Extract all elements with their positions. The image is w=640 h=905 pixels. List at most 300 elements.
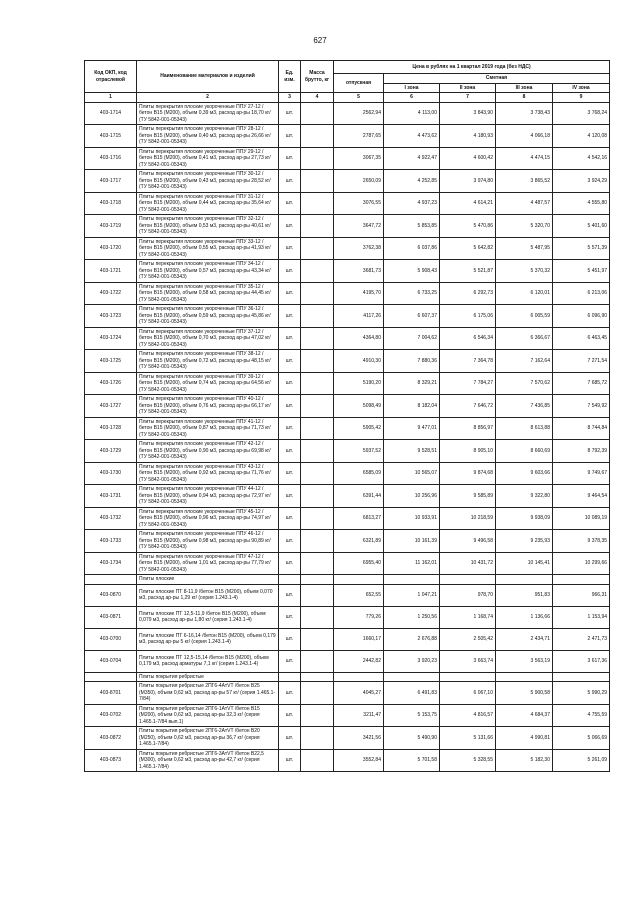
col-num: 9 bbox=[553, 93, 610, 103]
row-zone-1: 6 733,25 bbox=[384, 282, 440, 305]
group-empty-cell bbox=[553, 672, 610, 682]
table-row bbox=[85, 305, 610, 328]
row-mass bbox=[301, 440, 334, 463]
row-zone-1: 6 037,86 bbox=[384, 237, 440, 260]
row-zone-4: 4 542,16 bbox=[553, 147, 610, 170]
group-row bbox=[85, 575, 610, 585]
table-row bbox=[85, 628, 610, 650]
row-zone-1: 5 153,75 bbox=[384, 704, 440, 727]
group-code-cell bbox=[85, 575, 137, 585]
row-zone-2: 7 784,27 bbox=[440, 372, 496, 395]
row-zone-2: 3 843,90 bbox=[440, 102, 496, 125]
row-code: 403-0873 bbox=[85, 749, 137, 772]
col-num: 6 bbox=[384, 93, 440, 103]
row-release: 2442,82 bbox=[334, 650, 384, 672]
row-unit: шт. bbox=[279, 682, 301, 705]
group-empty-cell bbox=[279, 672, 301, 682]
row-unit: шт. bbox=[279, 704, 301, 727]
row-mass bbox=[301, 125, 334, 148]
table-row bbox=[85, 552, 610, 575]
row-zone-2: 3 663,74 bbox=[440, 650, 496, 672]
row-mass bbox=[301, 485, 334, 508]
group-empty-cell bbox=[384, 672, 440, 682]
col-num: 3 bbox=[279, 93, 301, 103]
row-mass bbox=[301, 727, 334, 750]
row-zone-2: 5 470,86 bbox=[440, 215, 496, 238]
row-zone-2: 978,70 bbox=[440, 584, 496, 606]
row-zone-3: 4 487,57 bbox=[496, 192, 553, 215]
row-unit: шт. bbox=[279, 462, 301, 485]
row-zone-2: 9 585,89 bbox=[440, 485, 496, 508]
row-zone-3: 5 900,58 bbox=[496, 682, 553, 705]
row-zone-1: 8 329,21 bbox=[384, 372, 440, 395]
row-name: Плиты покрытия ребристые 2ПГ6-1АтVТ /бетон В15 (М200), объем 0,62 м3, расход ар-ры 32,3 кг/ (серия 1.465.1-7/84 вып.1) bbox=[137, 704, 279, 727]
row-zone-3: 5 320,70 bbox=[496, 215, 553, 238]
row-zone-3: 6 366,67 bbox=[496, 327, 553, 350]
group-empty-cell bbox=[553, 575, 610, 585]
table-row bbox=[85, 462, 610, 485]
row-unit: шт. bbox=[279, 507, 301, 530]
row-mass bbox=[301, 102, 334, 125]
row-zone-1: 4 937,23 bbox=[384, 192, 440, 215]
row-zone-1: 3 920,23 bbox=[384, 650, 440, 672]
row-release: 4045,27 bbox=[334, 682, 384, 705]
table-row bbox=[85, 440, 610, 463]
row-zone-4: 5 401,60 bbox=[553, 215, 610, 238]
row-zone-3: 5 370,32 bbox=[496, 260, 553, 283]
row-code: 403-1717 bbox=[85, 170, 137, 193]
row-name: Плиты перекрытия плоские укороченные ППУ 36-12 /бетон В15 (М200), объем 0,59 м3, расход ар-ры 45,86 кг/ (ТУ 5842-001-05343) bbox=[137, 305, 279, 328]
row-name: Плиты покрытия ребристые 2ПГ6-3АтVТ /бетон В22,5 (М300), объем 0,62 м3, расход ар-ры 42,7 кг/ (серия 1.465.1-7/84) bbox=[137, 749, 279, 772]
row-zone-2: 5 131,66 bbox=[440, 727, 496, 750]
table-row bbox=[85, 650, 610, 672]
row-unit: шт. bbox=[279, 170, 301, 193]
col-num: 1 bbox=[85, 93, 137, 103]
row-name: Плиты перекрытия плоские укороченные ППУ 47-12 /бетон В15 (М200), объем 1,01 м3, расход ар-ры 77,79 кг/ (ТУ 5842-001-05343) bbox=[137, 552, 279, 575]
row-zone-3: 4 066,18 bbox=[496, 125, 553, 148]
row-unit: шт. bbox=[279, 147, 301, 170]
table-row bbox=[85, 260, 610, 283]
row-mass bbox=[301, 192, 334, 215]
row-mass bbox=[301, 749, 334, 772]
row-mass bbox=[301, 704, 334, 727]
row-mass bbox=[301, 372, 334, 395]
table-row bbox=[85, 584, 610, 606]
row-name: Плиты перекрытия плоские укороченные ППУ 29-12 /бетон В15 (М200), объем 0,41 м3, расход ар-ры 27,73 кг/ (ТУ 5842-001-05343) bbox=[137, 147, 279, 170]
row-unit: шт. bbox=[279, 305, 301, 328]
row-zone-3: 4 684,37 bbox=[496, 704, 553, 727]
row-release: 5098,49 bbox=[334, 395, 384, 418]
row-name: Плиты перекрытия плоские укороченные ППУ 42-12 /бетон В15 (М200), объем 0,90 м3, расход ар-ры 69,98 кг/ (ТУ 5842-001-05343) bbox=[137, 440, 279, 463]
row-zone-2: 6 067,10 bbox=[440, 682, 496, 705]
row-release: 1660,17 bbox=[334, 628, 384, 650]
row-code: 403-1734 bbox=[85, 552, 137, 575]
row-name: Плиты перекрытия плоские укороченные ППУ 45-12 /бетон В15 (М200), объем 0,96 м3, расход ар-ры 74,97 кг/ (ТУ 5842-001-05343) bbox=[137, 507, 279, 530]
row-zone-4: 9 378,35 bbox=[553, 530, 610, 553]
table-row bbox=[85, 749, 610, 772]
row-unit: шт. bbox=[279, 485, 301, 508]
col-num: 5 bbox=[334, 93, 384, 103]
row-release: 2650,09 bbox=[334, 170, 384, 193]
header-name: Наименование материалов и изделий bbox=[137, 61, 279, 93]
header-zone-2: II зона bbox=[440, 83, 496, 93]
row-zone-4: 3 617,36 bbox=[553, 650, 610, 672]
row-zone-3: 7 436,85 bbox=[496, 395, 553, 418]
row-zone-3: 1 136,66 bbox=[496, 606, 553, 628]
row-code: 403-1722 bbox=[85, 282, 137, 305]
row-name: Плиты перекрытия плоские укороченные ППУ 40-12 /бетон В15 (М200), объем 0,76 м3, расход ар-ры 66,17 кг/ (ТУ 5842-001-05343) bbox=[137, 395, 279, 418]
row-code: 403-1714 bbox=[85, 102, 137, 125]
row-zone-3: 7 162,64 bbox=[496, 350, 553, 373]
header-release: отпускная bbox=[334, 74, 384, 93]
row-unit: шт. bbox=[279, 215, 301, 238]
table-row bbox=[85, 417, 610, 440]
row-name: Плиты перекрытия плоские укороченные ППУ 33-12 /бетон В15 (М200), объем 0,55 м3, расход ар-ры 41,93 кг/ (ТУ 5842-001-05343) bbox=[137, 237, 279, 260]
row-zone-4: 4 755,59 bbox=[553, 704, 610, 727]
row-zone-1: 2 676,88 bbox=[384, 628, 440, 650]
row-release: 6955,40 bbox=[334, 552, 384, 575]
row-mass bbox=[301, 350, 334, 373]
row-zone-4: 4 120,08 bbox=[553, 125, 610, 148]
row-mass bbox=[301, 552, 334, 575]
row-mass bbox=[301, 682, 334, 705]
row-unit: шт. bbox=[279, 395, 301, 418]
row-mass bbox=[301, 305, 334, 328]
row-zone-1: 7 004,62 bbox=[384, 327, 440, 350]
row-zone-1: 10 161,39 bbox=[384, 530, 440, 553]
row-zone-1: 6 491,83 bbox=[384, 682, 440, 705]
row-zone-3: 8 660,69 bbox=[496, 440, 553, 463]
row-code: 403-1729 bbox=[85, 440, 137, 463]
row-code: 403-1730 bbox=[85, 462, 137, 485]
row-release: 6813,27 bbox=[334, 507, 384, 530]
row-zone-1: 8 182,04 bbox=[384, 395, 440, 418]
row-zone-4: 5 451,97 bbox=[553, 260, 610, 283]
row-name: Плиты перекрытия плоские укороченные ППУ 39-12 /бетон В15 (М200), объем 0,74 м3, расход ар-ры 64,56 кг/ (ТУ 5842-001-05343) bbox=[137, 372, 279, 395]
row-zone-4: 6 096,90 bbox=[553, 305, 610, 328]
row-mass bbox=[301, 215, 334, 238]
row-zone-2: 2 505,42 bbox=[440, 628, 496, 650]
row-zone-4: 5 261,09 bbox=[553, 749, 610, 772]
group-empty-cell bbox=[496, 575, 553, 585]
row-mass bbox=[301, 628, 334, 650]
table-row bbox=[85, 237, 610, 260]
header-price: Цена в рублях на 1 квартал 2019 года (без НДС) bbox=[334, 61, 610, 74]
row-zone-1: 10 256,96 bbox=[384, 485, 440, 508]
row-name: Плиты плоские ПТ 12,5-15,14 /бетон В15 (М200), объем 0,179 м3, расход арматуры 7,1 кг/ (серия 1.243.1-4) bbox=[137, 650, 279, 672]
row-zone-1: 4 922,47 bbox=[384, 147, 440, 170]
table-row bbox=[85, 102, 610, 125]
row-zone-1: 10 565,07 bbox=[384, 462, 440, 485]
group-empty-cell bbox=[440, 672, 496, 682]
row-zone-1: 5 908,43 bbox=[384, 260, 440, 283]
row-unit: шт. bbox=[279, 125, 301, 148]
row-zone-4: 5 066,69 bbox=[553, 727, 610, 750]
row-zone-1: 1 250,56 bbox=[384, 606, 440, 628]
row-zone-2: 3 974,80 bbox=[440, 170, 496, 193]
table-row bbox=[85, 727, 610, 750]
row-zone-4: 9 464,54 bbox=[553, 485, 610, 508]
table-row bbox=[85, 215, 610, 238]
row-zone-2: 8 905,10 bbox=[440, 440, 496, 463]
row-release: 652,55 bbox=[334, 584, 384, 606]
row-unit: шт. bbox=[279, 440, 301, 463]
row-code: 403-0872 bbox=[85, 727, 137, 750]
row-release: 6321,89 bbox=[334, 530, 384, 553]
row-zone-4: 966,31 bbox=[553, 584, 610, 606]
row-mass bbox=[301, 650, 334, 672]
row-code: 403-1721 bbox=[85, 260, 137, 283]
row-zone-2: 7 646,72 bbox=[440, 395, 496, 418]
row-zone-2: 1 168,74 bbox=[440, 606, 496, 628]
row-name: Плиты перекрытия плоские укороченные ППУ 44-12 /бетон В15 (М200), объем 0,94 м3, расход ар-ры 72,97 кг/ (ТУ 5842-001-05343) bbox=[137, 485, 279, 508]
row-mass bbox=[301, 327, 334, 350]
row-zone-4: 5 571,39 bbox=[553, 237, 610, 260]
row-zone-1: 9 477,01 bbox=[384, 417, 440, 440]
row-unit: шт. bbox=[279, 350, 301, 373]
row-name: Плиты перекрытия плоские укороченные ППУ 46-12 /бетон В15 (М200), объем 0,98 м3, расход ар-ры 90,89 кг/ (ТУ 5842-001-05343) bbox=[137, 530, 279, 553]
row-mass bbox=[301, 462, 334, 485]
row-zone-3: 9 938,09 bbox=[496, 507, 553, 530]
row-zone-2: 4 600,42 bbox=[440, 147, 496, 170]
row-name: Плиты перекрытия плоские укороченные ППУ 30-12 /бетон В15 (М200), объем 0,43 м3, расход ар-ры 28,52 кг/ (ТУ 5842-001-05343) bbox=[137, 170, 279, 193]
row-zone-1: 4 252,85 bbox=[384, 170, 440, 193]
row-zone-4: 8 792,39 bbox=[553, 440, 610, 463]
row-mass bbox=[301, 417, 334, 440]
row-zone-4: 8 744,84 bbox=[553, 417, 610, 440]
group-row bbox=[85, 672, 610, 682]
row-zone-3: 4 990,81 bbox=[496, 727, 553, 750]
row-mass bbox=[301, 170, 334, 193]
row-zone-2: 9 496,58 bbox=[440, 530, 496, 553]
group-code-cell bbox=[85, 672, 137, 682]
row-zone-2: 8 856,97 bbox=[440, 417, 496, 440]
group-empty-cell bbox=[301, 575, 334, 585]
column-number-row bbox=[85, 93, 610, 103]
row-zone-1: 11 162,01 bbox=[384, 552, 440, 575]
row-mass bbox=[301, 260, 334, 283]
row-name: Плиты перекрытия плоские укороченные ППУ 32-12 /бетон В15 (М200), объем 0,53 м3, расход ар-ры 40,61 кг/ (ТУ 5842-001-05343) bbox=[137, 215, 279, 238]
row-name: Плиты перекрытия плоские укороченные ППУ 27-12 /бетон В15 (М200), объем 0,39 м3, расход ар-ры 18,70 кг/ (ТУ 5842-001-05343) bbox=[137, 102, 279, 125]
row-release: 3681,73 bbox=[334, 260, 384, 283]
row-zone-4: 4 555,80 bbox=[553, 192, 610, 215]
row-name: Плиты перекрытия плоские укороченные ППУ 41-12 /бетон В15 (М200), объем 0,87 м3, расход ар-ры 71,73 кг/ (ТУ 5842-001-05343) bbox=[137, 417, 279, 440]
table-row bbox=[85, 147, 610, 170]
header-zone-3: III зона bbox=[496, 83, 553, 93]
row-release: 779,26 bbox=[334, 606, 384, 628]
group-empty-cell bbox=[496, 672, 553, 682]
row-zone-1: 6 607,37 bbox=[384, 305, 440, 328]
row-code: 403-0704 bbox=[85, 650, 137, 672]
row-mass bbox=[301, 237, 334, 260]
row-zone-4: 10 089,19 bbox=[553, 507, 610, 530]
row-zone-3: 9 322,80 bbox=[496, 485, 553, 508]
row-name: Плиты покрытия ребристые 2ПГ6-2АтVТ /бетон В20 (М250), объем 0,62 м3, расход ар-ры 36,7 кг/ (серия 1.465.1-7/84) bbox=[137, 727, 279, 750]
row-release: 3076,55 bbox=[334, 192, 384, 215]
row-zone-2: 10 431,72 bbox=[440, 552, 496, 575]
row-release: 4364,80 bbox=[334, 327, 384, 350]
row-code: 403-8701 bbox=[85, 682, 137, 705]
row-name: Плиты плоские ПТ 8-11,9 /бетон В15 (М200), объем 0,070 м3, расход ар-ры 1,29 кг/ (серия 1.243.1-4) bbox=[137, 584, 279, 606]
group-empty-cell bbox=[440, 575, 496, 585]
row-zone-4: 7 549,92 bbox=[553, 395, 610, 418]
header-zone-1: I зона bbox=[384, 83, 440, 93]
row-code: 403-0700 bbox=[85, 628, 137, 650]
page-number: 627 bbox=[313, 36, 327, 45]
row-release: 6391,44 bbox=[334, 485, 384, 508]
row-mass bbox=[301, 584, 334, 606]
row-code: 403-0870 bbox=[85, 584, 137, 606]
row-name: Плиты перекрытия плоские укороченные ППУ 34-12 /бетон В15 (М200), объем 0,57 м3, расход ар-ры 43,34 кг/ (ТУ 5842-001-05343) bbox=[137, 260, 279, 283]
row-zone-1: 10 933,91 bbox=[384, 507, 440, 530]
group-empty-cell bbox=[301, 672, 334, 682]
row-release: 3421,56 bbox=[334, 727, 384, 750]
row-zone-3: 7 570,62 bbox=[496, 372, 553, 395]
table-row bbox=[85, 350, 610, 373]
group-title: Плиты покрытия ребристые bbox=[137, 672, 279, 682]
table-row bbox=[85, 192, 610, 215]
table-row bbox=[85, 507, 610, 530]
row-unit: шт. bbox=[279, 727, 301, 750]
table-row bbox=[85, 395, 610, 418]
row-release: 5937,52 bbox=[334, 440, 384, 463]
row-release: 2562,94 bbox=[334, 102, 384, 125]
row-zone-2: 6 292,73 bbox=[440, 282, 496, 305]
header-zone-4: IV зона bbox=[553, 83, 610, 93]
row-zone-4: 5 990,29 bbox=[553, 682, 610, 705]
group-empty-cell bbox=[334, 575, 384, 585]
header-code: Код ОКП, код отраслевой bbox=[85, 61, 137, 93]
row-zone-1: 5 853,85 bbox=[384, 215, 440, 238]
row-name: Плиты перекрытия плоские укороченные ППУ 31-12 /бетон В15 (М200), объем 0,44 м3, расход ар-ры 35,64 кг/ (ТУ 5842-001-05343) bbox=[137, 192, 279, 215]
row-code: 403-0702 bbox=[85, 704, 137, 727]
row-release: 4117,26 bbox=[334, 305, 384, 328]
row-zone-3: 2 434,71 bbox=[496, 628, 553, 650]
row-code: 403-1715 bbox=[85, 125, 137, 148]
row-release: 3552,84 bbox=[334, 749, 384, 772]
price-table-body bbox=[85, 61, 610, 772]
row-unit: шт. bbox=[279, 102, 301, 125]
header-row-1 bbox=[85, 61, 610, 74]
group-empty-cell bbox=[279, 575, 301, 585]
row-unit: шт. bbox=[279, 192, 301, 215]
row-mass bbox=[301, 530, 334, 553]
row-release: 3762,38 bbox=[334, 237, 384, 260]
row-zone-2: 4 180,93 bbox=[440, 125, 496, 148]
table-row bbox=[85, 372, 610, 395]
row-zone-2: 4 614,21 bbox=[440, 192, 496, 215]
row-unit: шт. bbox=[279, 650, 301, 672]
row-zone-1: 5 701,58 bbox=[384, 749, 440, 772]
row-zone-2: 6 175,06 bbox=[440, 305, 496, 328]
row-unit: шт. bbox=[279, 606, 301, 628]
row-zone-3: 3 738,43 bbox=[496, 102, 553, 125]
row-zone-4: 7 271,54 bbox=[553, 350, 610, 373]
row-code: 403-1724 bbox=[85, 327, 137, 350]
col-num: 8 bbox=[496, 93, 553, 103]
price-table bbox=[84, 60, 610, 772]
row-zone-4: 7 685,72 bbox=[553, 372, 610, 395]
row-name: Плиты плоские ПТ 12,5-11,9 /бетон В15 (М200), объем 0,079 м3, расход ар-ры 1,80 кг/ (серия 1.243.1-4) bbox=[137, 606, 279, 628]
row-release: 3647,72 bbox=[334, 215, 384, 238]
row-zone-1: 9 528,51 bbox=[384, 440, 440, 463]
row-code: 403-1719 bbox=[85, 215, 137, 238]
row-release: 4910,30 bbox=[334, 350, 384, 373]
row-unit: шт. bbox=[279, 327, 301, 350]
row-name: Плиты перекрытия плоские укороченные ППУ 38-12 /бетон В15 (М200), объем 0,72 м3, расход ар-ры 48,15 кг/ (ТУ 5842-001-05343) bbox=[137, 350, 279, 373]
row-zone-4: 3 924,29 bbox=[553, 170, 610, 193]
group-empty-cell bbox=[384, 575, 440, 585]
row-name: Плиты перекрытия плоские укороченные ППУ 35-12 /бетон В15 (М200), объем 0,58 м3, расход ар-ры 44,45 кг/ (ТУ 5842-001-05343) bbox=[137, 282, 279, 305]
row-unit: шт. bbox=[279, 552, 301, 575]
row-zone-3: 9 235,93 bbox=[496, 530, 553, 553]
col-num: 4 bbox=[301, 93, 334, 103]
row-zone-3: 8 613,88 bbox=[496, 417, 553, 440]
row-zone-2: 5 521,87 bbox=[440, 260, 496, 283]
col-num: 7 bbox=[440, 93, 496, 103]
row-zone-3: 9 603,66 bbox=[496, 462, 553, 485]
row-unit: шт. bbox=[279, 530, 301, 553]
row-name: Плиты перекрытия плоские укороченные ППУ 37-12 /бетон В15 (М200), объем 0,70 м3, расход ар-ры 47,02 кг/ (ТУ 5842-001-05343) bbox=[137, 327, 279, 350]
row-unit: шт. bbox=[279, 417, 301, 440]
table-row bbox=[85, 282, 610, 305]
table-row bbox=[85, 485, 610, 508]
row-mass bbox=[301, 606, 334, 628]
row-mass bbox=[301, 507, 334, 530]
header-unit: Ед. изм. bbox=[279, 61, 301, 93]
row-zone-2: 5 328,55 bbox=[440, 749, 496, 772]
row-code: 403-1716 bbox=[85, 147, 137, 170]
row-unit: шт. bbox=[279, 628, 301, 650]
row-code: 403-1728 bbox=[85, 417, 137, 440]
row-code: 403-1720 bbox=[85, 237, 137, 260]
row-unit: шт. bbox=[279, 749, 301, 772]
row-code: 403-0871 bbox=[85, 606, 137, 628]
row-mass bbox=[301, 147, 334, 170]
row-code: 403-1723 bbox=[85, 305, 137, 328]
row-name: Плиты перекрытия плоские укороченные ППУ 43-12 /бетон В15 (М200), объем 0,92 м3, расход ар-ры 71,76 кг/ (ТУ 5842-001-05343) bbox=[137, 462, 279, 485]
row-name: Плиты плоские ПТ 6-16,14 /бетон В15 (М200), объем 0,179 м3, расход ар-ры 5 кг/ (серия 1.243.1-4) bbox=[137, 628, 279, 650]
row-zone-3: 4 474,15 bbox=[496, 147, 553, 170]
row-release: 6585,09 bbox=[334, 462, 384, 485]
row-zone-4: 6 213,06 bbox=[553, 282, 610, 305]
table-row bbox=[85, 682, 610, 705]
table-row bbox=[85, 327, 610, 350]
row-unit: шт. bbox=[279, 372, 301, 395]
group-title: Плиты плоские bbox=[137, 575, 279, 585]
row-code: 403-1725 bbox=[85, 350, 137, 373]
row-code: 403-1733 bbox=[85, 530, 137, 553]
row-zone-2: 7 364,78 bbox=[440, 350, 496, 373]
row-zone-3: 6 120,01 bbox=[496, 282, 553, 305]
row-code: 403-1726 bbox=[85, 372, 137, 395]
row-zone-3: 5 487,95 bbox=[496, 237, 553, 260]
row-mass bbox=[301, 282, 334, 305]
header-mass: Масса брутто, кг bbox=[301, 61, 334, 93]
row-zone-3: 6 005,59 bbox=[496, 305, 553, 328]
table-row bbox=[85, 606, 610, 628]
row-unit: шт. bbox=[279, 237, 301, 260]
row-zone-2: 4 816,57 bbox=[440, 704, 496, 727]
table-row bbox=[85, 125, 610, 148]
group-empty-cell bbox=[334, 672, 384, 682]
row-code: 403-1718 bbox=[85, 192, 137, 215]
row-release: 3067,35 bbox=[334, 147, 384, 170]
row-code: 403-1732 bbox=[85, 507, 137, 530]
row-zone-4: 1 153,94 bbox=[553, 606, 610, 628]
row-zone-1: 4 113,00 bbox=[384, 102, 440, 125]
row-unit: шт. bbox=[279, 260, 301, 283]
